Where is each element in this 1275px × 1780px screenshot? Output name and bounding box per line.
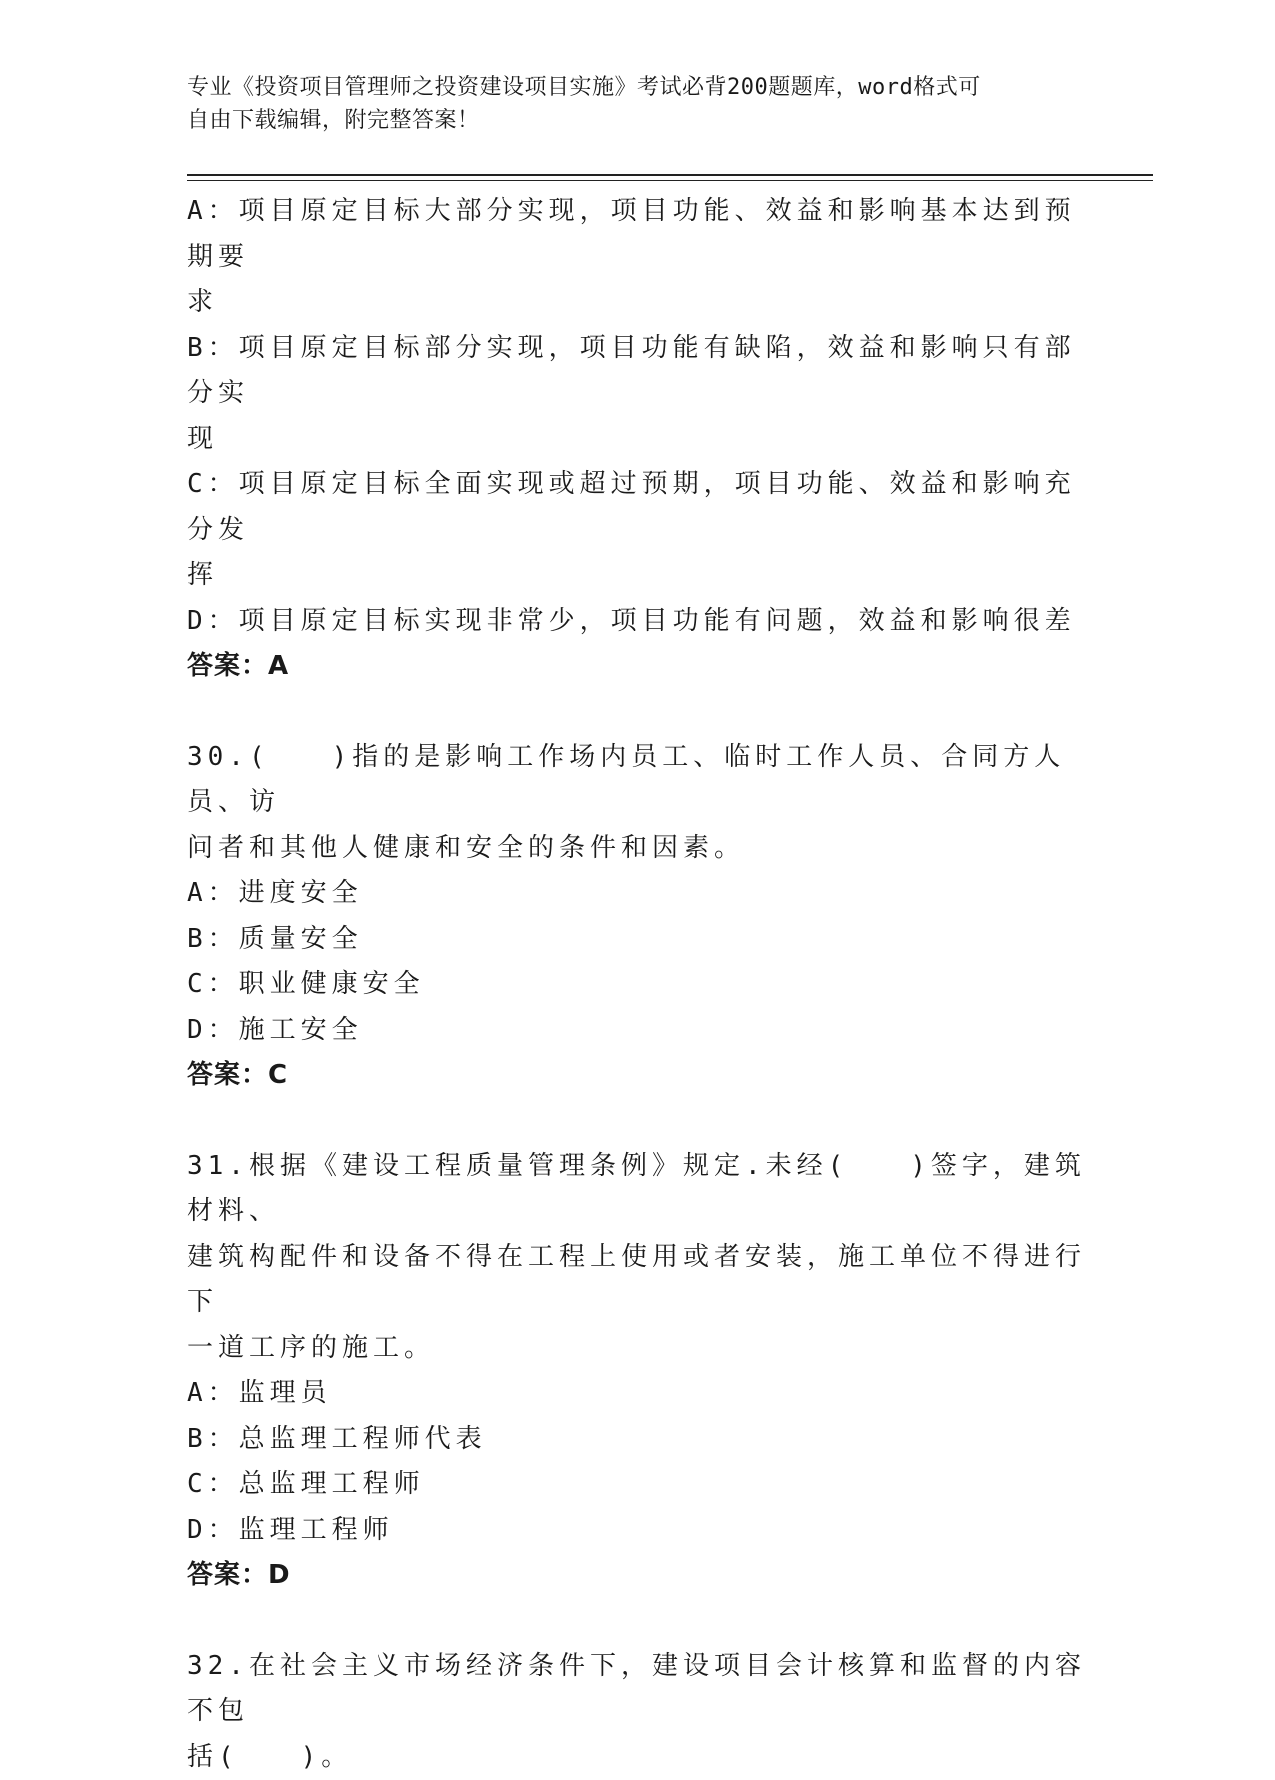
- question-30: [187, 735, 1087, 1099]
- option-c-line-1: C：项目原定目标全面实现或超过预期，项目功能、效益和影响充分发: [187, 462, 1087, 553]
- option-d: D：监理工程师: [187, 1508, 1087, 1554]
- question-stem-line-2: 问者和其他人健康和安全的条件和因素。: [187, 826, 1087, 872]
- option-b-line-1: B：项目原定目标部分实现，项目功能有缺陷，效益和影响只有部分实: [187, 326, 1087, 417]
- answer-label: 答案：D: [187, 1553, 1087, 1599]
- header-divider-thin: [187, 180, 1153, 181]
- answer-label: 答案：C: [187, 1053, 1087, 1099]
- option-b: B：总监理工程师代表: [187, 1417, 1087, 1463]
- question-stem-line-1: 32.在社会主义市场经济条件下，建设项目会计核算和监督的内容不包: [187, 1644, 1087, 1735]
- document-header: [187, 71, 1067, 137]
- option-c: C：职业健康安全: [187, 962, 1087, 1008]
- question-stem-line-3: 一道工序的施工。: [187, 1326, 1087, 1372]
- option-a-line-1: A：项目原定目标大部分实现，项目功能、效益和影响基本达到预期要: [187, 189, 1087, 280]
- answer-label: 答案：A: [187, 644, 1087, 690]
- option-a: A：监理员: [187, 1371, 1087, 1417]
- question-31: [187, 1144, 1087, 1599]
- option-a: A：进度安全: [187, 871, 1087, 917]
- option-c: C：总监理工程师: [187, 1462, 1087, 1508]
- question-stem-line-1: 30.( )指的是影响工作场内员工、临时工作人员、合同方人员、访: [187, 735, 1087, 826]
- option-d: D：施工安全: [187, 1008, 1087, 1054]
- question-29: [187, 189, 1087, 690]
- question-stem-line-2: 括( )。: [187, 1735, 1087, 1780]
- document-body: [187, 189, 1087, 1780]
- option-d: D：项目原定目标实现非常少，项目功能有问题，效益和影响很差: [187, 599, 1087, 645]
- question-32: [187, 1644, 1087, 1780]
- question-stem-line-1: 31.根据《建设工程质量管理条例》规定.未经( )签字，建筑材料、: [187, 1144, 1087, 1235]
- header-divider-thick: [187, 174, 1153, 176]
- option-a-line-2: 求: [187, 280, 1087, 326]
- option-c-line-2: 挥: [187, 553, 1087, 599]
- option-b-line-2: 现: [187, 417, 1087, 463]
- spacer: [187, 1599, 1087, 1644]
- option-b: B：质量安全: [187, 917, 1087, 963]
- spacer: [187, 690, 1087, 735]
- question-stem-line-2: 建筑构配件和设备不得在工程上使用或者安装，施工单位不得进行下: [187, 1235, 1087, 1326]
- header-title-line-1: 专业《投资项目管理师之投资建设项目实施》考试必背200题题库，word格式可: [187, 71, 1067, 104]
- spacer: [187, 1099, 1087, 1144]
- header-title-line-2: 自由下载编辑，附完整答案！: [187, 104, 1067, 137]
